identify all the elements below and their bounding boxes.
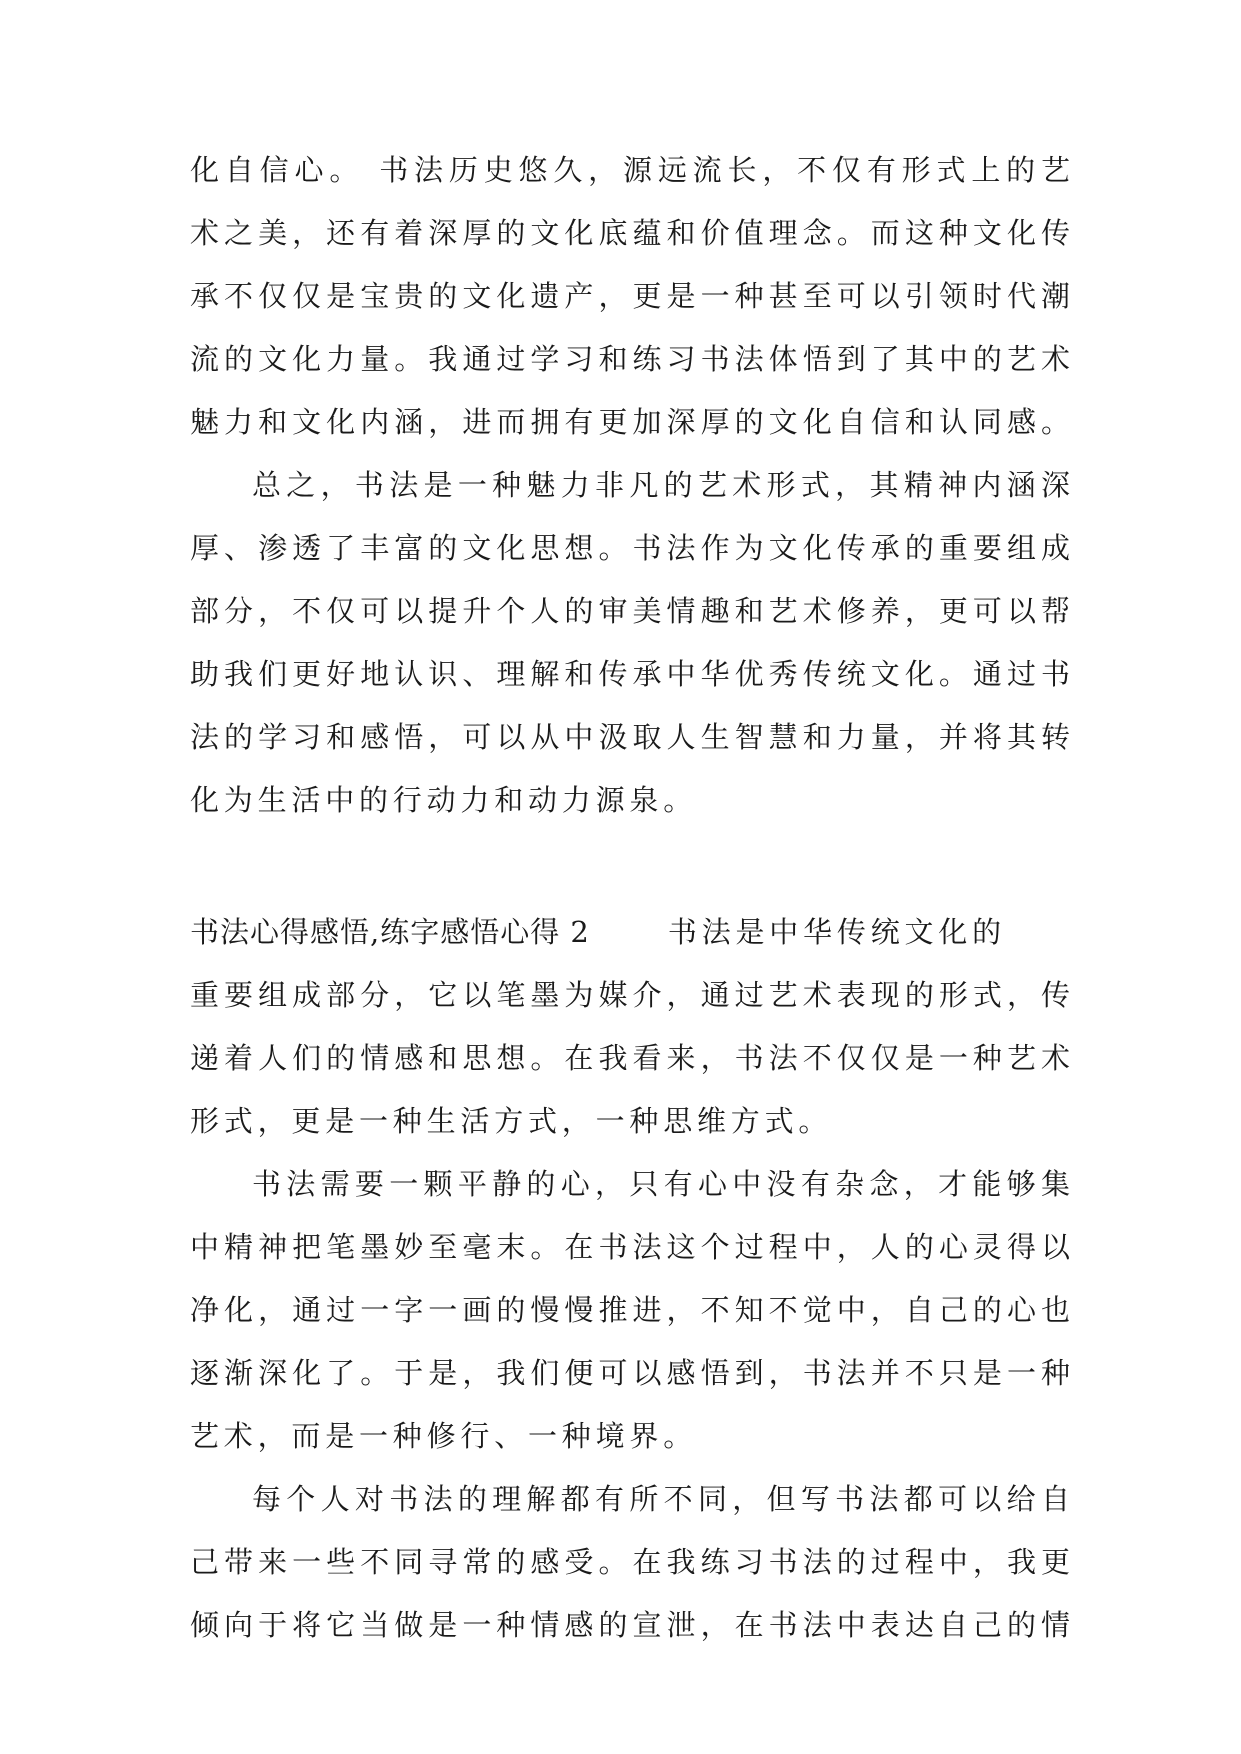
text-line: 递着人们的情感和思想。在我看来，书法不仅仅是一种艺术 xyxy=(190,1041,1070,1075)
intro-first-fragment: 书法是中华传统文化的 xyxy=(667,915,1006,949)
text-line: 助我们更好地认识、理解和传承中华优秀传统文化。通过书 xyxy=(190,657,1070,691)
text-line: 形式，更是一种生活方式，一种思维方式。 xyxy=(190,1104,833,1138)
text-line: 化为生活中的行动力和动力源泉。 xyxy=(190,783,698,817)
text-line: 书法需要一颗平静的心，只有心中没有杂念，才能够集 xyxy=(252,1167,1070,1201)
text-line: 术之美，还有着深厚的文化底蕴和价值理念。而这种文化传 xyxy=(190,216,1070,250)
text-line: 承不仅仅是宝贵的文化遗产，更是一种甚至可以引领时代潮 xyxy=(190,279,1070,313)
text-line: 部分，不仅可以提升个人的审美情趣和艺术修养，更可以帮 xyxy=(190,594,1070,628)
text-line: 魅力和文化内涵，进而拥有更加深厚的文化自信和认同感。 xyxy=(190,405,1070,439)
text-line: 化自信心。 书法历史悠久，源远流长，不仅有形式上的艺 xyxy=(190,153,1070,187)
section-title: 书法心得感悟,练字感悟心得 2 xyxy=(190,915,590,949)
text-line: 流的文化力量。我通过学习和练习书法体悟到了其中的艺术 xyxy=(190,342,1070,376)
text-line: 逐渐深化了。于是，我们便可以感悟到，书法并不只是一种 xyxy=(190,1356,1070,1390)
section-heading-line xyxy=(190,912,1070,952)
text-line: 厚、渗透了丰富的文化思想。书法作为文化传承的重要组成 xyxy=(190,531,1070,565)
text-line: 中精神把笔墨妙至毫末。在书法这个过程中，人的心灵得以 xyxy=(190,1230,1070,1264)
text-line: 己带来一些不同寻常的感受。在我练习书法的过程中，我更 xyxy=(190,1545,1070,1579)
text-line: 净化，通过一字一画的慢慢推进，不知不觉中，自己的心也 xyxy=(190,1293,1070,1327)
text-line: 每个人对书法的理解都有所不同，但写书法都可以给自 xyxy=(252,1482,1070,1516)
text-line: 法的学习和感悟，可以从中汲取人生智慧和力量，并将其转 xyxy=(190,720,1070,754)
text-line: 总之，书法是一种魅力非凡的艺术形式，其精神内涵深 xyxy=(252,468,1070,502)
text-line: 重要组成部分，它以笔墨为媒介，通过艺术表现的形式，传 xyxy=(190,978,1070,1012)
text-line: 艺术，而是一种修行、一种境界。 xyxy=(190,1419,698,1453)
text-line: 倾向于将它当做是一种情感的宣泄，在书法中表达自己的情 xyxy=(190,1608,1070,1642)
